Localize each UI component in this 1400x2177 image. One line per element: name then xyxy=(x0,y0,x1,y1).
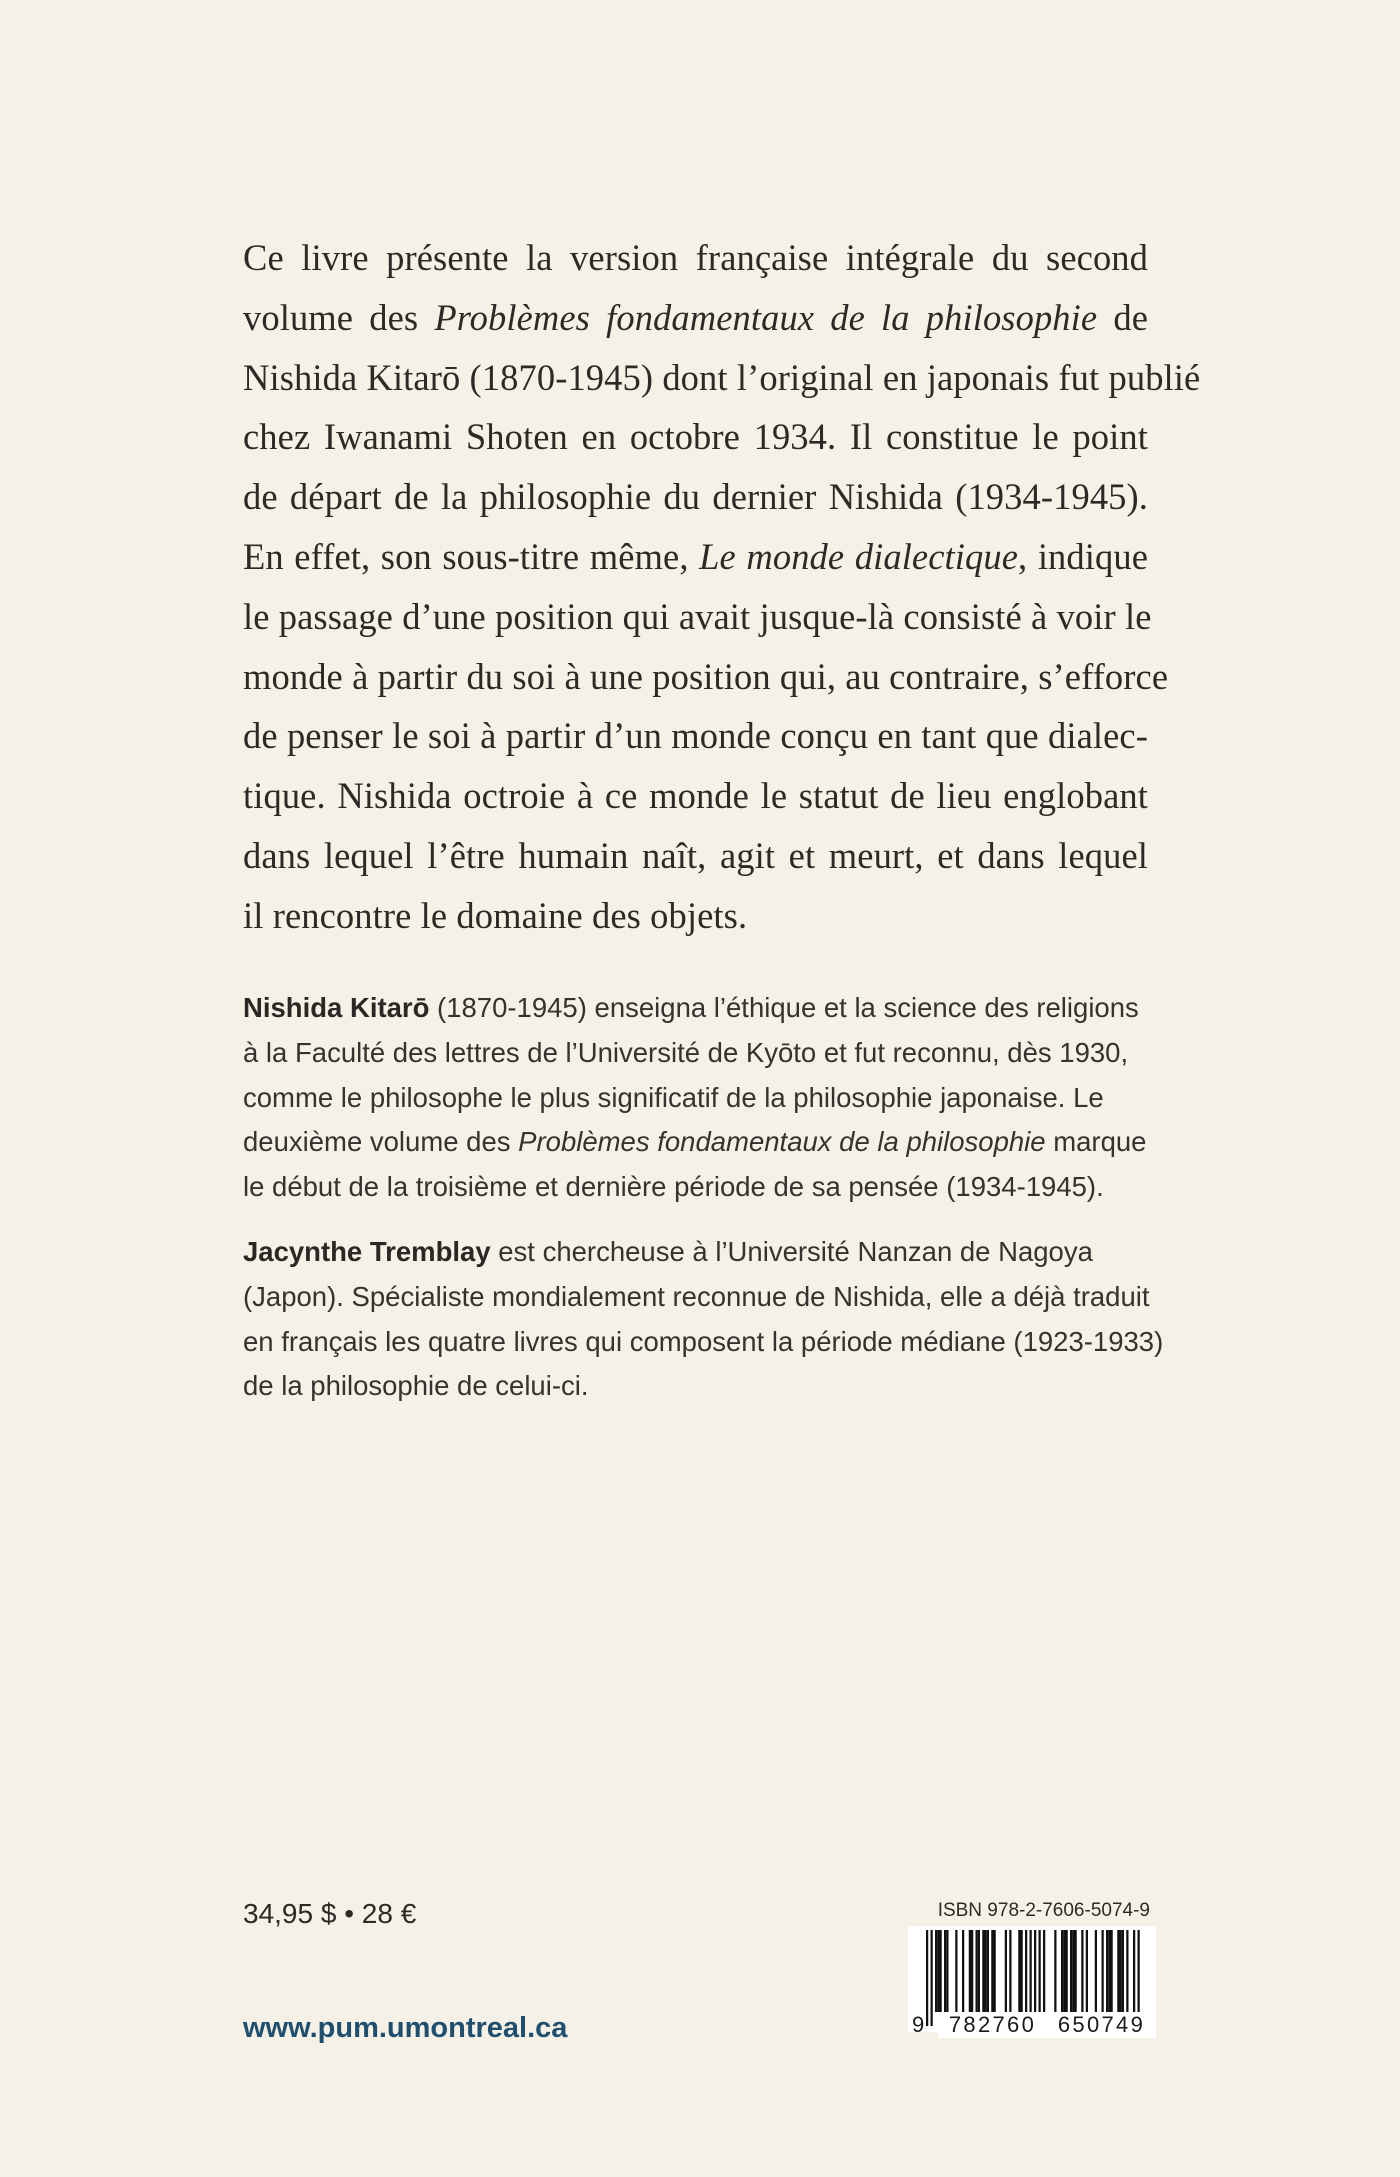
barcode-bar xyxy=(1095,1930,1097,2012)
bio-line: comme le philosophe le plus significatif de la philosophie japonaise. Le xyxy=(243,1081,1104,1113)
barcode-digit-group-left: 782760 xyxy=(938,2012,1047,2038)
barcode-bar xyxy=(1081,1930,1083,2012)
barcode-bar xyxy=(944,1930,946,2012)
barcode-bar xyxy=(1106,1930,1108,2012)
bio-text: deuxième volume des xyxy=(243,1126,519,1158)
barcode-bar xyxy=(1108,1930,1110,2012)
bio-line: à la Faculté des lettres de l’Université de Kyōto et fut reconnu, dès 1930, xyxy=(243,1036,1129,1068)
barcode-digit-lead: 9 xyxy=(912,2012,925,2037)
subtitle-italic: Le monde dialectique xyxy=(699,535,1019,577)
barcode-bar xyxy=(1102,1930,1104,2012)
barcode-bar xyxy=(978,1930,980,2012)
barcode-bar xyxy=(1021,1930,1023,2012)
bio-text: est chercheuse à l’Université Nanzan de Nagoya xyxy=(490,1236,1093,1267)
bio-line: (Japon). Spécialiste mondialement reconnue de Nishida, elle a déjà traduit xyxy=(243,1280,1150,1312)
barcode-bar xyxy=(985,1930,987,2012)
barcode-bar xyxy=(1025,1930,1027,2012)
bio-line xyxy=(243,986,1153,1031)
translator-name: Jacynthe Tremblay xyxy=(243,1236,491,1267)
barcode-bar xyxy=(982,1930,984,2012)
isbn-label: ISBN 978-2-7606-5074-9 xyxy=(937,1900,1150,1921)
barcode-bar xyxy=(1005,1930,1007,2012)
barcode-bar xyxy=(1063,1930,1065,2012)
barcode-digit-group-right: 650749 xyxy=(1047,2012,1156,2038)
barcode-bar xyxy=(1039,1930,1041,2012)
barcode-bar xyxy=(1120,1930,1122,2012)
barcode-bar xyxy=(955,1930,957,2012)
description-line: le passage d’une position qui avait jusque-là consisté à voir le xyxy=(243,595,1152,637)
barcode-digits xyxy=(908,2012,1156,2038)
description-line: tique. Nishida octroie à ce monde le statut de lieu englobant xyxy=(243,775,1148,817)
barcode-bar xyxy=(946,1930,948,2012)
description-line: de départ de la philosophie du dernier Nishida (1934-1945). xyxy=(243,476,1148,518)
book-title-italic: Problèmes fondamentaux de la philosophie xyxy=(434,296,1098,338)
description-line: Nishida Kitarō (1870-1945) dont l’original en japonais fut publié xyxy=(243,356,1201,398)
barcode-bar xyxy=(969,1930,971,2012)
barcode-bar xyxy=(1072,1930,1074,2012)
description-line: dans lequel l’être humain naît, agit et meurt, et dans lequel xyxy=(243,834,1148,876)
barcode-bar xyxy=(1086,1930,1088,2012)
translator-bio xyxy=(243,1230,1164,1409)
barcode-bar xyxy=(1043,1930,1045,2012)
author-name: Nishida Kitarō xyxy=(243,992,430,1023)
description-line: de penser le soi à partir d’un monde conçu en tant que dialec- xyxy=(243,715,1148,757)
barcode-bar xyxy=(994,1930,996,2012)
barcode-bar xyxy=(1066,1930,1068,2012)
barcode-bar xyxy=(1070,1930,1072,2012)
barcode-bar xyxy=(962,1930,964,2012)
barcode-bar xyxy=(991,1930,993,2012)
description-line: monde à partir du soi à une position qui, au contraire, s’efforce xyxy=(243,655,1169,697)
book-description xyxy=(243,228,1201,946)
description-line: Ce livre présente la version française intégrale du second xyxy=(243,237,1148,278)
description-line: il rencontre le domaine des objets. xyxy=(243,894,748,936)
barcode-bar xyxy=(940,1930,942,2012)
price: 34,95 $ • 28 € xyxy=(243,1898,417,1929)
description-text: En effet, son sous-titre même, xyxy=(243,535,700,577)
bio-line: en français les quatre livres qui composent la période médiane (1923-1933) xyxy=(243,1325,1164,1357)
barcode-bar xyxy=(1018,1930,1020,2012)
description-line xyxy=(243,527,1148,587)
barcode-bar xyxy=(1009,1930,1011,2012)
bio-line: de la philosophie de celui-ci. xyxy=(243,1370,589,1402)
barcode-bar xyxy=(937,1930,939,2012)
book-title-italic: Problèmes fondamentaux de la philosophie xyxy=(518,1126,1046,1158)
author-bio xyxy=(243,986,1153,1210)
bio-line xyxy=(243,1230,1153,1275)
description-text: volume des xyxy=(243,296,435,338)
barcode-bar xyxy=(935,1930,937,2012)
barcode-bar xyxy=(1061,1930,1063,2012)
publisher-website-link[interactable]: www.pum.umontreal.ca xyxy=(243,2012,568,2044)
description-text: de xyxy=(1097,296,1148,338)
description-line xyxy=(243,288,1148,348)
barcode-bar xyxy=(976,1930,978,2012)
barcode-bar xyxy=(1122,1930,1124,2012)
barcode-bar xyxy=(971,1930,973,2012)
description-line: chez Iwanami Shoten en octobre 1934. Il constitue le point xyxy=(243,416,1148,458)
bio-line xyxy=(243,1120,1153,1165)
barcode-bar xyxy=(1075,1930,1077,2012)
barcode-bar xyxy=(1054,1930,1056,2012)
bio-text: (1870-1945) enseigna l’éthique et la science des religions xyxy=(429,992,1139,1023)
bio-text: marque xyxy=(1045,1126,1147,1158)
barcode-bar xyxy=(1117,1930,1119,2012)
barcode-bar xyxy=(1126,1930,1128,2012)
barcode-bar xyxy=(987,1930,989,2012)
barcode-bar xyxy=(1111,1930,1113,2012)
bio-line: le début de la troisième et dernière période de sa pensée (1934-1945). xyxy=(243,1171,1104,1203)
description-text: , indique xyxy=(1018,535,1148,577)
